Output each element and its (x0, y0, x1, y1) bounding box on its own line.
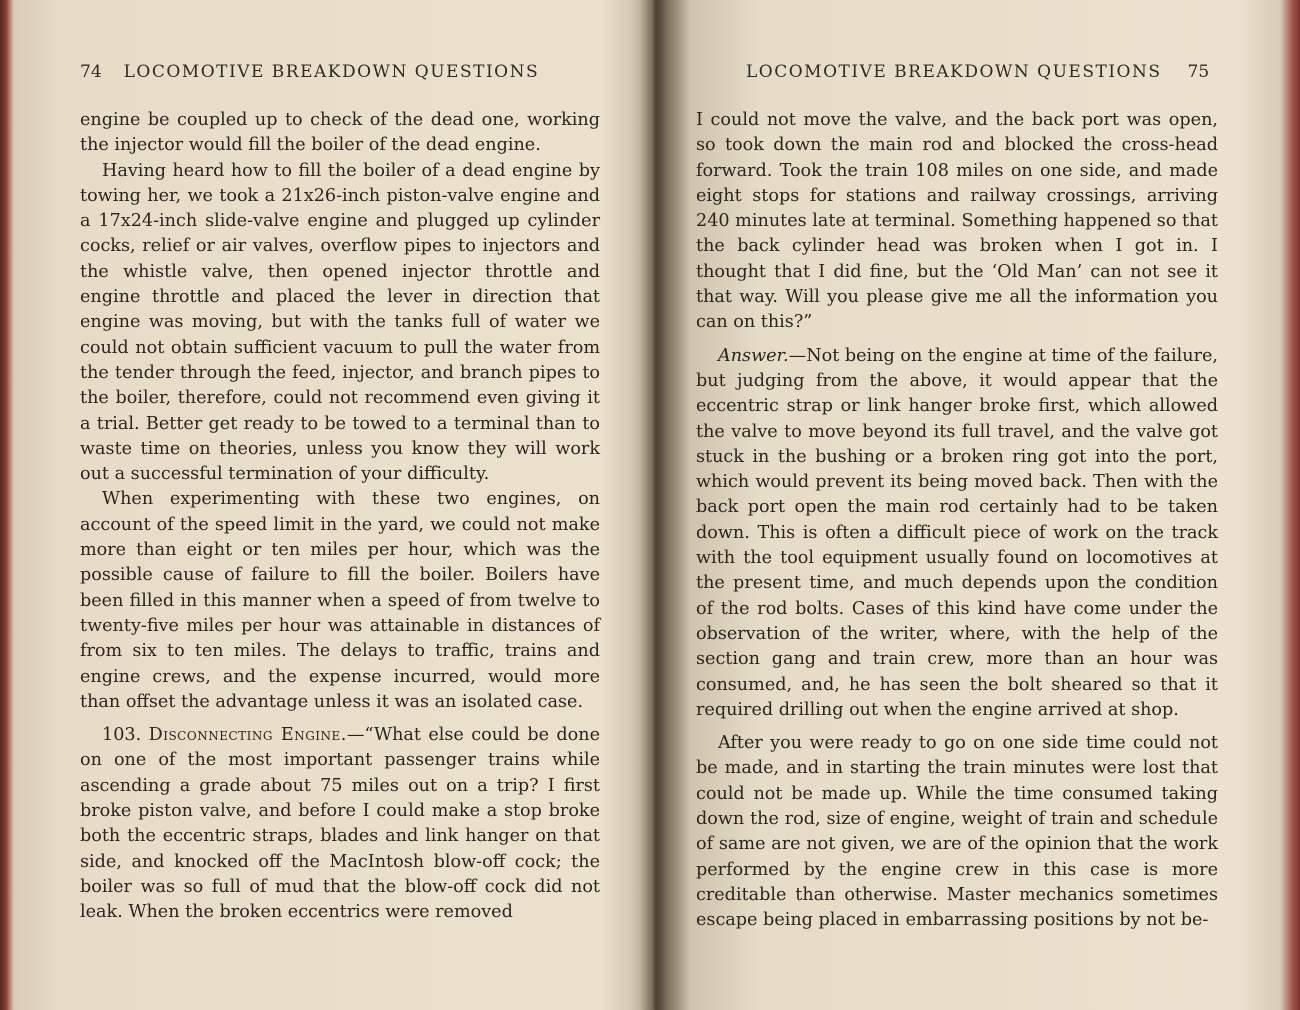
right-running-title: LOCOMOTIVE BREAKDOWN QUESTIONS (746, 62, 1162, 82)
paragraph: engine be coupled up to check of the dead one, working the injector would fill the boiler of the dead engine. (80, 110, 600, 156)
left-body-text (80, 108, 600, 926)
question-title: Disconnecting Engine. (148, 725, 347, 746)
answer-label: Answer. (718, 345, 789, 366)
right-running-head (746, 62, 1209, 82)
left-running-title: LOCOMOTIVE BREAKDOWN QUESTIONS (123, 62, 540, 82)
paragraph: When experimenting with these two engines, on account of the speed limit in the yard, we could not make more than eight or ten miles per hour, which was the possible cause of failure to fill the boiler. Boilers have been filled in this manner when a speed of from twelve to twenty-five miles per hour was attainable in distances of from six to ten miles. The delays to traffic, trains and engine crews, and the expense incurred, would more than offset the advantage unless it was an isolated case. (80, 489, 600, 712)
paragraph: I could not move the valve, and the back port was open, so took down the main rod and blocked the cross-head forward. Took the train 108 miles on one side, and made eight stops for stations and railway crossings, arriving 240 minutes late at terminal. Something happened so that the back cylinder head was broken when I got in. I thought that I did fine, but the ‘Old Man’ can not see it that way. Will you please give me all the information you can on this?” (696, 110, 1218, 333)
left-page-number: 74 (80, 62, 102, 82)
question-number: 103. (102, 725, 142, 746)
question-text: —“What else could be done on one of the most important passenger trains while ascending a grade about 75 miles out on a trip? I first broke piston valve, and before I could make a stop broke both the eccentric straps, blades and link hanger on that side, and knocked off the MacIntosh blow-off cock; the boiler was so full of mud that the blow-off cock did not leak. When the broken eccentrics were removed (80, 725, 601, 923)
right-page (650, 0, 1300, 1010)
answer-paragraph (696, 344, 1218, 723)
right-page-number: 75 (1187, 62, 1210, 82)
left-running-head (80, 62, 539, 82)
question-paragraph (80, 723, 600, 925)
right-body-text (696, 108, 1218, 934)
answer-text: —Not being on the engine at time of the failure, but judging from the above, it would appear that the eccentric strap or link hanger broke first, which allowed the valve to move beyond its full travel, and the valve got stuck in the bushing or a broken ring got into the port, which would prevent its being moved back. Then with the back port open the main rod certainly had to be taken down. This is often a difficult piece of work on the track with the tool equipment usually found on locomotives at the present time, and much depends upon the condition of the rod bolts. Cases of this kind have come under the observation of the writer, where, with the help of the section gang and train crew, more than an hour was consumed, and, he has seen the bolt sheared so that it required drilling out when the engine arrived at shop. (696, 345, 1218, 720)
paragraph: Having heard how to fill the boiler of a dead engine by towing her, we took a 21x26-inch piston-valve engine and a 17x24-inch slide-valve engine and plugged up cylinder cocks, relief or air valves, overflow pipes to injectors and the whistle valve, then opened injector throttle and engine throttle and placed the lever in direction that engine was moving, but with the tanks full of water we could not obtain sufficient vacuum to pull the water from the tender through the feed, injector, and branch pipes to the boiler, therefore, could not recommend even giving it a trial. Better get ready to be towed to a terminal than to waste time on theories, unless you know they will work out a successful termination of your difficulty. (80, 160, 600, 485)
paragraph: After you were ready to go on one side time could not be made, and in starting the train minutes were lost that could not be made up. While the time consumed taking down the rod, size of engine, weight of train and schedule of same are not given, we are of the opinion that the work performed by the engine crew in this case is more creditable than otherwise. Master mechanics sometimes escape being placed in embarrassing positions by not be- (696, 733, 1218, 931)
